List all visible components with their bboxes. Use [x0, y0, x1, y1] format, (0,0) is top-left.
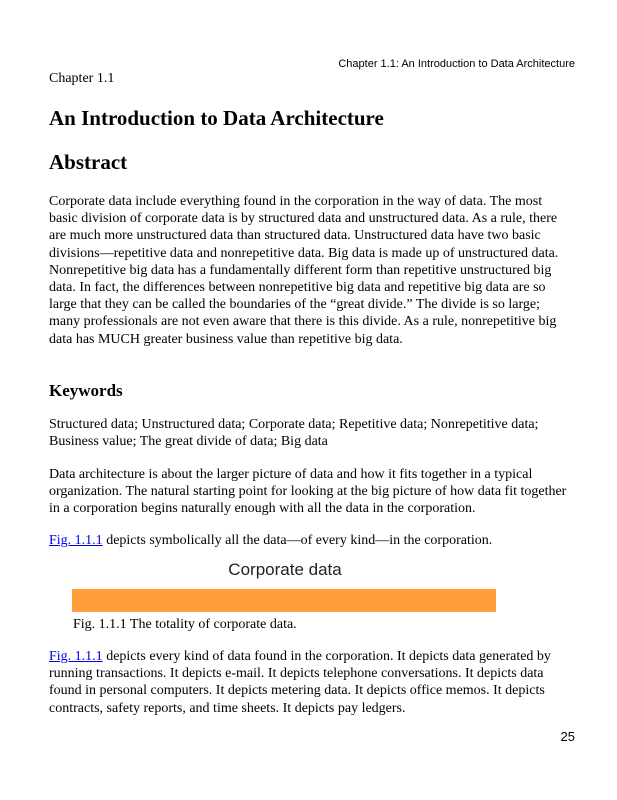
- intro-paragraph: Data architecture is about the larger picture of data and how it fits together in a typical organization. The natural starting point for looking at the big picture of how data fit together in a corporation begins naturally enough with all the data in the corporation.: [49, 467, 567, 517]
- corporate-data-bar: [72, 589, 496, 612]
- figure-link[interactable]: Fig. 1.1.1: [49, 649, 103, 664]
- page-title: An Introduction to Data Architecture: [49, 106, 384, 130]
- figure-reference-text: depicts symbolically all the data—of every kind—in the corporation.: [102, 533, 493, 548]
- keywords-paragraph: Structured data; Unstructured data; Corporate data; Repetitive data; Nonrepetitive data; Business value; The great divide of data; Big data: [49, 417, 539, 450]
- chapter-label: Chapter 1.1: [49, 71, 115, 86]
- figure-label: Corporate data: [228, 560, 342, 579]
- keywords-heading: Keywords: [49, 381, 123, 400]
- figure-caption: Fig. 1.1.1 The totality of corporate data.: [73, 617, 297, 632]
- body-paragraph: [49, 648, 570, 717]
- abstract-paragraph: Corporate data include everything found in the corporation in the way of data. The most basic division of corporate data is by structured data and unstructured data. As a rule, there are much more unstructured data than structured data. Unstructured data have two basic divisions—repetitive data and nonrepetitive data. Big data is made up of unstructured data. Nonrepetitive big data has a fundamentally different form than repetitive unstructured big data. In fact, the differences between nonrepetitive big data and repetitive big data are so large that they can be called the boundaries of the “great divide.” The divide is so large; many professionals are not even aware that there is this divide. As a rule, nonrepetitive big data has MUCH greater business value than repetitive big data.: [49, 194, 559, 347]
- abstract-heading: Abstract: [49, 150, 128, 174]
- figure: [72, 559, 496, 612]
- page-number: 25: [560, 729, 575, 744]
- running-header: Chapter 1.1: An Introduction to Data Architecture: [338, 58, 575, 70]
- figure-reference-paragraph: [49, 532, 570, 549]
- figure-link[interactable]: Fig. 1.1.1: [49, 533, 103, 548]
- body-paragraph-text: depicts every kind of data found in the corporation. It depicts data generated by running transactions. It depicts e-mail. It depicts telephone conversations. It depicts data found in personal computers. It depicts metering data. It depicts office memos. It depicts contracts, safety reports, and time sheets. It depicts pay ledgers.: [49, 649, 551, 716]
